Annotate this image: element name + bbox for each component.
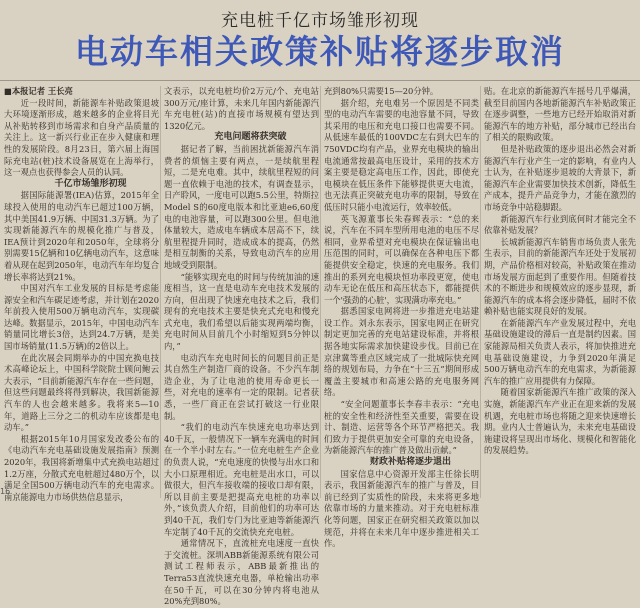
paragraph: 文表示，以充电桩均价2万元/个、充电站300万元/座计算，未来几年国内新能源汽车充电桩(站)的直接市场规模有望达到1320亿元。 — [164, 86, 319, 131]
column-divider — [480, 86, 481, 498]
paragraph: 新能源汽车行业到底何时才能完全不依靠补贴发展？ — [484, 213, 636, 236]
paragraph: 据介绍，充电难另一个原因是不同类型的电动汽车需要的电池容量不同，导致其采用的电压和充电口接口也需要不同。从低速车最低的100VDC左右到大巴车的750VDC均有产品，业界充电模块的输出电流通常按最高电压设计，采用的技术方案主要是稳定高电压工作，因此，即使充电模块在低压条件下能够提供更大电流，也无法真正突破充电功率的限制，导致在低压时只能小电流运行，效率较低。 — [324, 97, 479, 212]
column-divider — [160, 86, 161, 498]
page-number: 16 — [0, 487, 11, 496]
paragraph: “能够实现充电的时间与传统加油的速度相当，这一直是电动车充电技术发展的方向，但出现了快速充电技术之后，我们现有的充电技术主要是快充式充电和慢充式充电，我们希望以后能实现两端均衡，充电时间从目前几个小时缩短到5分钟以内，” — [164, 271, 319, 352]
article-column-3 — [324, 86, 479, 549]
paragraph: “安全问题董事长李春丰表示：“充电桩的安全性和经济性至关重要，需要在设计、制造、运营等各个环节严格把关。我们致力于提供更加安全可靠的充电设备，为新能源汽车的推广普及做出贡献。” — [324, 399, 479, 456]
section-subhead: 充电问题将获突破 — [214, 132, 287, 143]
paragraph: 随着国家新能源汽车推广政策的深入实施，新能源汽车产业正在迎来新的发展机遇，充电桩市场也将随之迎来快速增长期。业内人士普遍认为，未来充电基础设施建设将呈现出市场化、规模化和智能化的发展趋势。 — [484, 387, 636, 456]
paragraph: 通常情况下，直流桩充电速度一直快于交流桩。深圳ABB新能源系统有限公司测试工程师表示，ABB最新推出的Terra53直流快速充电器，单枪输出功率在50千瓦，可以在30分钟内将电池从20%充到80%。 — [164, 538, 319, 607]
paragraph: 据国际能源署(IEA)估算，2015年全球投入使用的电动汽车已超过100万辆，其中美国41.9万辆、中国31.3万辆。为了实现新能源汽车的规模化推广与普及，IEA预计到2020年和2050年，全球将分别需要15亿辆和10亿辆电动汽车，这意味着从现在起到2050年，电动汽车年均复合增长率将达到21%。 — [4, 190, 159, 282]
paragraph: 贴。在北京的新能源汽车摇号几乎爆满，截至目前国内各地新能源汽车补贴政策正在逐步调整，一些地方已经开始取消对新能源汽车的地方补贴，部分城市已经出台了相关的限购政策。 — [484, 86, 636, 143]
paragraph: 在新能源汽车产业发展过程中，充电基础设施建设的滞后一直是制约因素。国家能源局相关负责人表示，将加快推进充电基础设施建设，力争到2020年满足500万辆电动汽车的充电需求，为新能源汽车的推广应用提供有力保障。 — [484, 317, 636, 386]
paragraph: 据记者了解，当前困扰新能源汽车消费者的烦恼主要有两点，一是续航里程短，二是充电难。其中，续航里程短的问题一直依赖于电池的技术，有调查显示，日产聆风，一度电可以跑5.5公里，特斯拉Model S的60度电版本和比亚迪e6,60度电的电池容量，可以跑300公里。但电池体量较大，造成电车辆成本居高不下，续航里程提升同时，造成成本的提高，仍然是相互制衡的关系，导致电动汽车的应用地域受到限制。 — [164, 143, 319, 270]
paragraph: “我们的电动汽车快速充电功率达到40千瓦，一般情况下一辆车充满电的时间在一个半小时左右。”一位充电桩生产企业的负责人说，“充电速度的快慢与出水口和大小口原理相近。充电桩是出水口，可以做很大，但汽车接收端的接收口却有限，所以目前主要是把提高充电桩的功率以外，”该负责人介绍，目前他们的功率可达到40千瓦，我们专门为比亚迪等新能源汽车定制了40千瓦的交流快充充电桩。 — [164, 422, 319, 537]
article-column-2 — [164, 86, 319, 607]
paragraph: 国家信息中心资源开发部主任徐长明表示，我国新能源汽车的推广与普及，目前已经到了实质性的阶段，未来将更多地依靠市场的力量来推动。对于充电桩标准化等问题，国家正在研究相关政策以加以规范，并将在未来几年中逐步推进相关工作。 — [324, 468, 479, 549]
article-column-4 — [484, 86, 636, 498]
paragraph: 但是补贴政策的逐步退出必然会对新能源汽车行业产生一定的影响，有业内人士认为，在补贴逐步退坡的大背景下，新能源汽车企业需要加快技术创新，降低生产成本，提升产品竞争力，才能在激烈的市场竞争中站稳脚跟。 — [484, 143, 636, 212]
column-divider — [320, 86, 321, 498]
section-subhead: 千亿市场雏形初现 — [54, 178, 127, 189]
main-headline: 电动车相关政策补贴将逐步取消 — [75, 32, 565, 71]
paragraph: 在此次展会同期举办的中国充换电技术高峰论坛上，中国科学院院士顾问鲍云大表示，“目前新能源汽车存在一些问题，但这些问题最终将得到解决，我国新能源汽车的人也会越来越多。我将来5—10年，道路上三分之二的机动车应该都是电动车。” — [4, 352, 159, 433]
paragraph: 中国对汽车工业发展的目标是考虑能源安全和汽车碳足迹考虑，并计划在2020年前投入使用500万辆电动汽车，实现碳达峰。数据显示，2015年，中国电动汽车销量同比增长3倍，达到24.7万辆，是美国市场销量(11.5万辆)的2倍以上。 — [4, 283, 159, 352]
paragraph: 据悉国家电网将进一步推进充电站建设工作。刘永东表示，国家电网正在研究制定更加完善的充电站建设标准，并将根据各地实际需求加快建设步伐。目前已在京津冀等重点区域完成了一批城际快充网络的规划布局，力争在“十三五”期间形成覆盖主要城市和高速公路的充电服务网络。 — [324, 306, 479, 398]
header-rule — [0, 80, 640, 81]
paragraph: 根据2015年10月国家发改委公布的《电动汽车充电基础设施发展指南》预测2020年，我国将新增集中式充换电站超过1.2万座，分散式充电桩超过480万个，以满足全国500万辆电动汽车的充电需求。南京能源电力市场供热信息显示， — [4, 433, 159, 502]
byline: ■本报记者 王长亮 — [4, 86, 73, 96]
kicker-headline: 充电桩千亿市场雏形初现 — [221, 11, 419, 31]
section-subhead: 财政补贴将逐步退出 — [369, 457, 451, 467]
paragraph: 电动汽车充电时间长的问题目前正是其自然生产制造厂商的设备。不少汽车制造企业，为了让电池的使用寿命更长一些，对充电的速率有一定的限制。记者获悉，一些厂商正在尝试打破这一行业限制。 — [164, 352, 319, 421]
paragraph: 充到80%只需要15—20分钟。 — [324, 86, 439, 96]
article-column-1 — [4, 86, 159, 502]
paragraph: 英飞源董事长朱春辉表示：“总的来说，汽车在不同车型所用电池的电压不尽相同，业界希望对充电模块在保证输出电压范围的同时，可以确保在各种电压下都能提供安全稳定，快速的充电服务。我们推出的系列充电模块恒功率段更宽，使电动车无论在低压和高压状态下，都能提供一个'强劲的心脏'，实现满功率充电。” — [324, 213, 479, 305]
paragraph: 长城新能源汽车销售市场负责人张先生表示，目前的新能源汽车还处于发展初期，产品价格相对较高，补贴政策在推动市场发展方面起到了重要作用。但随着技术的不断进步和规模效应的逐步显现，新能源汽车的成本将会逐步降低，届时不依赖补贴也能实现良好的发展。 — [484, 236, 636, 317]
paragraph: 近一段时间，新能源车补贴政策退坡大环境逐渐形成，越来越多的企业将目光从补贴转移到市场需求和自身产品质量的关注上。这一新兴行业正在步入健康和理性的发展阶段。8月23日，第六届上海国际充电站(桩)技术设备展览在上海举行，这一观点也获得参会人员的认同。 — [4, 97, 159, 178]
